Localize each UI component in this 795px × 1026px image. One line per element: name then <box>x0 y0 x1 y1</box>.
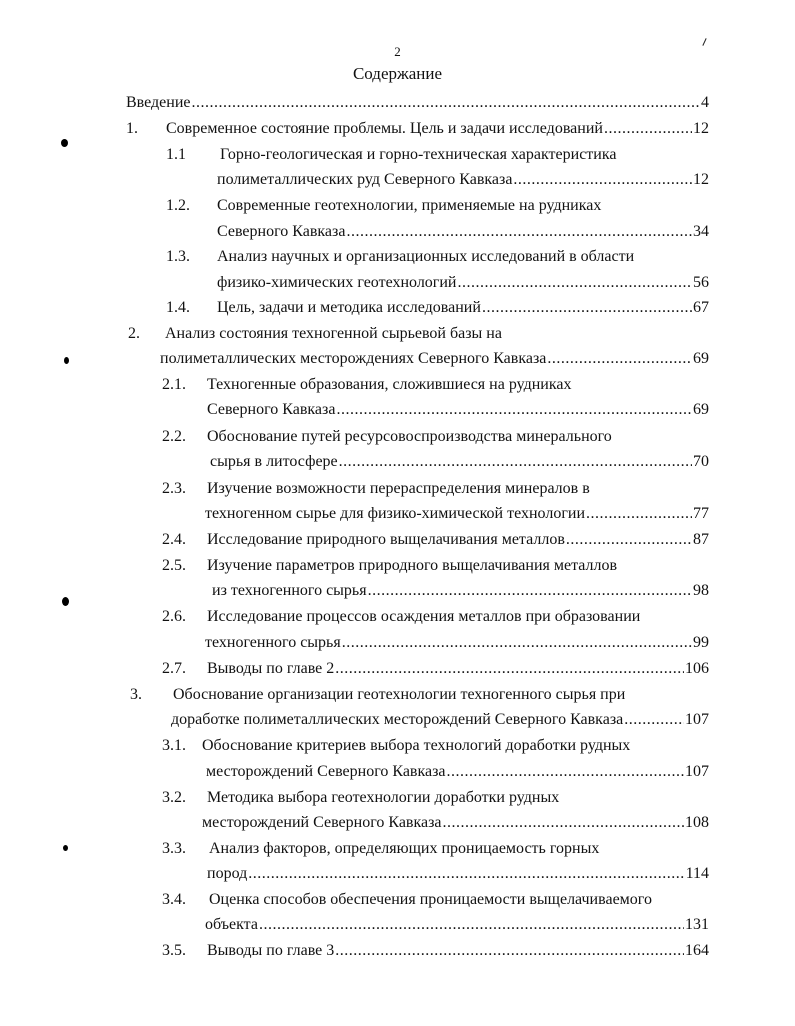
toc-number: 3.5. <box>162 942 186 959</box>
dot-leader <box>447 763 684 781</box>
toc-number: 1. <box>126 120 138 137</box>
toc-number: 2.4. <box>162 531 186 548</box>
toc-entry-text: пород <box>207 865 248 882</box>
toc-number: 3. <box>130 686 142 703</box>
scan-speck <box>62 597 69 606</box>
dot-leader <box>586 505 692 523</box>
toc-page: 69 <box>693 401 709 418</box>
toc-page: 106 <box>685 660 709 677</box>
toc-entry-text: месторождений Северного Кавказа <box>206 763 446 780</box>
toc-number: 1.3. <box>166 248 190 265</box>
dot-leader <box>443 814 684 832</box>
page-title: Содержание <box>352 64 443 83</box>
toc-page: 107 <box>685 711 709 728</box>
dot-leader <box>368 582 692 600</box>
toc-entry-text: объекта <box>205 916 258 933</box>
toc-entry-text: Выводы по главе 2 <box>207 660 335 677</box>
toc-entry-c3-3 <box>207 865 709 887</box>
dot-leader <box>335 942 684 960</box>
toc-number: 3.2. <box>162 789 186 806</box>
toc-page: 98 <box>693 582 709 599</box>
toc-number: 2.6. <box>162 608 186 625</box>
toc-page: 4 <box>701 94 709 111</box>
toc-number: 3.3. <box>162 840 186 857</box>
toc-entry-text: Современное состояние проблемы. Цель и задачи исследований <box>166 120 603 137</box>
page-number: 2 <box>394 44 401 59</box>
toc-entry-text-line1: Исследование процессов осаждения металлов при образовании <box>207 608 641 625</box>
toc-entry-c3-5 <box>207 942 709 964</box>
toc-entry-text: Северного Кавказа <box>207 401 336 418</box>
toc-entry-c3-1 <box>206 763 709 785</box>
toc-number: 1.2. <box>166 197 190 214</box>
toc-entry-text-line1: Современные геотехнологии, применяемые на рудниках <box>217 197 602 214</box>
toc-entry-text-line1: Анализ научных и организационных исследований в области <box>217 248 635 265</box>
toc-page: 56 <box>693 274 709 291</box>
toc-entry-text: Северного Кавказа <box>217 223 346 240</box>
toc-entry-text: из техногенного сырья <box>212 582 367 599</box>
toc-entry-text: доработке полиметаллических месторождений Северного Кавказа <box>171 711 624 728</box>
toc-entry-c3-2 <box>202 814 709 836</box>
toc-entry-c1-1 <box>217 171 709 193</box>
toc-entry-text: полиметаллических руд Северного Кавказа <box>217 171 513 188</box>
scan-speck <box>61 139 68 147</box>
toc-page: 114 <box>685 865 709 882</box>
dot-leader <box>336 401 692 419</box>
toc-page: 107 <box>685 763 709 780</box>
dot-leader <box>192 94 701 112</box>
toc-entry-text: сырья в литосфере <box>210 453 338 470</box>
toc-page: 12 <box>693 171 709 188</box>
toc-entry-c1-4 <box>217 299 709 321</box>
toc-page: 69 <box>693 350 709 367</box>
toc-entry-text: техногенном сырье для физико-химической технологии <box>205 505 586 522</box>
toc-entry-text-line1: Техногенные образования, сложившиеся на рудниках <box>207 376 572 393</box>
toc-entry-text-line1: Анализ состояния техногенной сырьевой базы на <box>165 325 502 342</box>
toc-page: 67 <box>693 299 709 316</box>
toc-entry-intro <box>126 94 709 116</box>
toc-number: 2.2. <box>162 428 186 445</box>
toc-entry-text: Цель, задачи и методика исследований <box>217 299 481 316</box>
toc-entry-c2-2 <box>210 453 709 475</box>
toc-entry-text-line1: Оценка способов обеспечения проницаемости выщелачиваемого <box>209 891 652 908</box>
dot-leader <box>513 171 692 189</box>
toc-entry-text-line1: Анализ факторов, определяющих проницаемость горных <box>209 840 600 857</box>
toc-entry-text-line1: Обоснование критериев выбора технологий доработки рудных <box>202 737 631 754</box>
toc-entry-text: Исследование природного выщелачивания металлов <box>207 531 565 548</box>
toc-entry-text-line1: Изучение возможности перераспределения минералов в <box>207 480 590 497</box>
dot-leader <box>335 660 684 678</box>
toc-number: 2.1. <box>162 376 186 393</box>
toc-page: 164 <box>685 942 709 959</box>
toc-entry-c2-4 <box>207 531 709 553</box>
dot-leader <box>346 223 692 241</box>
toc-entry-text: Введение <box>126 94 191 111</box>
scan-speck <box>63 845 68 851</box>
toc-entry-c2-3 <box>205 505 709 527</box>
dot-leader <box>604 120 692 138</box>
toc-page: 77 <box>693 505 709 522</box>
toc-entry-c2-1 <box>207 401 709 423</box>
toc-entry-c2-5 <box>212 582 709 604</box>
toc-page: 108 <box>685 814 709 831</box>
toc-page: 87 <box>693 531 709 548</box>
toc-entry-text-line1: Изучение параметров природного выщелачивания металлов <box>207 557 618 574</box>
toc-number: 1.1 <box>166 146 186 163</box>
dot-leader <box>482 299 692 317</box>
toc-page: 70 <box>693 453 709 470</box>
toc-page: 12 <box>693 120 709 137</box>
toc-number: 2.3. <box>162 480 186 497</box>
toc-entry-c1-2 <box>217 223 709 245</box>
dot-leader <box>547 350 692 368</box>
toc-entry-c3-4 <box>205 916 709 938</box>
toc-number: 1.4. <box>166 299 190 316</box>
scan-speck <box>64 357 69 364</box>
toc-number: 3.1. <box>162 737 186 754</box>
dot-leader <box>248 865 684 883</box>
toc-number: 3.4. <box>162 891 186 908</box>
toc-page: 131 <box>685 916 709 933</box>
toc-entry-text-line1: Горно-геологическая и горно-техническая характеристика <box>220 146 617 163</box>
toc-entry-text-line1: Методика выбора геотехнологии доработки рудных <box>207 789 560 806</box>
toc-entry-text: полиметаллических месторождениях Северного Кавказа <box>160 350 547 367</box>
dot-leader <box>566 531 692 549</box>
toc-entry-c1 <box>166 120 709 142</box>
toc-page: 99 <box>693 634 709 651</box>
toc-entry-text-line1: Обоснование путей ресурсовоспроизводства минерального <box>207 428 612 445</box>
toc-number: 2.7. <box>162 660 186 677</box>
dot-leader <box>259 916 684 934</box>
toc-entry-text: техногенного сырья <box>205 634 341 651</box>
toc-entry-text: месторождений Северного Кавказа <box>202 814 442 831</box>
dot-leader <box>457 274 692 292</box>
toc-entry-c1-3 <box>217 274 709 296</box>
dot-leader <box>624 711 684 729</box>
dot-leader <box>342 634 692 652</box>
toc-entry-c2-7 <box>207 660 709 682</box>
toc-number: 2. <box>128 325 140 342</box>
toc-entry-c2-6 <box>205 634 709 656</box>
toc-page: 34 <box>693 223 709 240</box>
toc-entry-c3 <box>171 711 709 733</box>
dot-leader <box>339 453 692 471</box>
toc-entry-text: Выводы по главе 3 <box>207 942 335 959</box>
toc-entry-text: физико-химических геотехнологий <box>217 274 457 291</box>
toc-entry-text-line1: Обоснование организации геотехнологии техногенного сырья при <box>173 686 626 703</box>
toc-number: 2.5. <box>162 557 186 574</box>
toc-entry-c2 <box>160 350 709 372</box>
